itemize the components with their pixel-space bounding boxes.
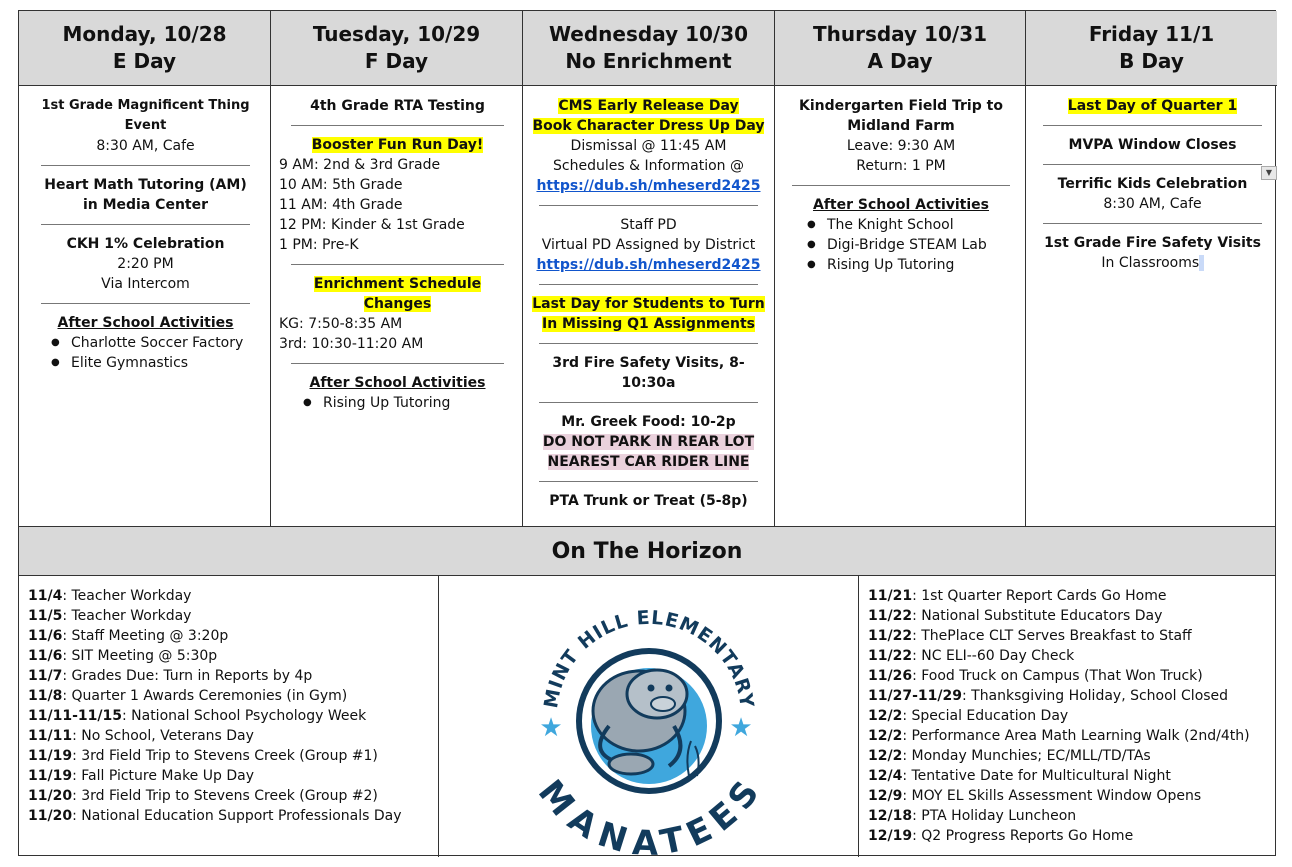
day-sub: E Day [112,49,177,73]
event-title: Heart Math Tutoring (AM) [44,177,247,193]
day-cell-friday [1026,85,1277,526]
list-item: ● The Knight School [811,215,1019,235]
list-item: 11/26: Food Truck on Campus (That Won Truck) [868,668,1203,684]
booster-item: 9 AM: 2nd & 3rd Grade [279,157,441,173]
list-item: ● Elite Gymnastics [55,353,264,373]
event-detail: 8:30 AM, Cafe [1103,196,1202,212]
list-item: 12/18: PTA Holiday Luncheon [868,808,1077,824]
day-title: Thursday 10/31 [812,22,988,46]
after-school-heading: After School Activities [812,197,990,213]
day-sub: B Day [1119,49,1184,73]
list-item: 11/20: National Education Support Professionals Day [28,808,402,824]
after-school-heading: After School Activities [57,315,234,331]
list-item: 11/20: 3rd Field Trip to Stevens Creek (Group #2) [28,788,378,804]
divider [291,363,504,364]
event-title: Mr. Greek Food: 10-2p [561,414,736,430]
event-detail: Leave: 9:30 AM [846,138,956,154]
event-title: Staff PD [620,217,677,233]
day-header-tuesday [271,11,523,85]
parking-warning: DO NOT PARK IN REAR LOT [542,434,755,450]
weekly-calendar-table [18,10,1276,856]
horizon-header [19,526,1275,576]
after-school-list [279,393,516,413]
event-title: 1st Grade Fire Safety Visits [1044,235,1261,251]
cell-dropdown-button[interactable] [1261,166,1277,180]
day-sub: F Day [364,49,429,73]
list-item: 11/7: Grades Due: Turn in Reports by 4p [28,668,313,684]
divider [1043,164,1261,165]
after-school-list [27,333,264,373]
day-title: Wednesday 10/30 [548,22,749,46]
event-title: CKH 1% Celebration [66,236,225,252]
after-school-heading: After School Activities [309,375,486,391]
day-cell-wednesday [523,85,775,526]
list-item: ● Digi-Bridge STEAM Lab [811,235,1019,255]
after-school-list [783,215,1019,275]
event-detail: Return: 1 PM [856,158,946,174]
manatee-snout [651,697,675,711]
event-title: Terrific Kids Celebration [1057,176,1248,192]
event-title: 4th Grade RTA Testing [310,98,485,114]
booster-item: 11 AM: 4th Grade [279,197,403,213]
horizon-list-left [19,576,439,857]
list-item: 12/19: Q2 Progress Reports Go Home [868,828,1134,844]
divider [291,125,504,126]
event-title: Kindergarten Field Trip to [799,98,1003,114]
list-item: 11/4: Teacher Workday [28,588,192,604]
divider [291,264,504,265]
event-detail: Via Intercom [101,276,190,292]
event-title-highlighted: Booster Fun Run Day! [311,137,484,153]
parking-warning: NEAREST CAR RIDER LINE [547,454,750,470]
divider [1043,223,1261,224]
divider [539,284,759,285]
event-title: in Media Center [82,197,209,213]
manatee-eye [648,685,655,692]
horizon-list-right [859,576,1277,857]
manatee-eye [666,685,673,692]
star-icon: ★ [539,713,563,743]
day-header-friday [1026,11,1277,85]
divider [41,224,250,225]
school-logo-cell [439,576,859,857]
divider [1043,125,1261,126]
event-detail: 2:20 PM [117,256,174,272]
divider [539,402,759,403]
pd-link[interactable]: https://dub.sh/mheserd2425 [536,257,761,273]
day-cell-thursday [775,85,1026,526]
event-detail: In Classrooms [1101,255,1200,271]
divider [539,481,759,482]
chevron-down-icon: ▼ [1265,168,1273,177]
day-header-wednesday [523,11,775,85]
enrichment-item: KG: 7:50-8:35 AM [279,316,403,332]
divider [41,165,250,166]
event-title-highlighted: CMS Early Release Day [558,98,739,114]
event-title-highlighted: Last Day for Students to Turn [532,296,765,312]
day-title: Friday 11/1 [1088,22,1215,46]
event-title: Midland Farm [847,118,955,134]
event-title-highlighted: Enrichment Schedule Changes [313,276,482,312]
list-item: 11/8: Quarter 1 Awards Ceremonies (in Gym) [28,688,348,704]
event-detail: Schedules & Information @ [553,158,744,174]
list-item: 12/2: Special Education Day [868,708,1069,724]
event-detail: Dismissal @ 11:45 AM [570,138,727,154]
booster-item: 12 PM: Kinder & 1st Grade [279,217,465,233]
event-detail: 8:30 AM, Cafe [96,138,195,154]
list-item: 11/19: Fall Picture Make Up Day [28,768,254,784]
divider [41,303,250,304]
list-item: 11/27-11/29: Thanksgiving Holiday, School Closed [868,688,1229,704]
event-title-highlighted: Book Character Dress Up Day [532,118,765,134]
list-item: 11/19: 3rd Field Trip to Stevens Creek (Group #1) [28,748,378,764]
list-item: ● Rising Up Tutoring [307,393,516,413]
event-title: PTA Trunk or Treat (5-8p) [549,493,748,509]
list-item: 12/2: Performance Area Math Learning Walk (2nd/4th) [868,728,1250,744]
list-item: 12/4: Tentative Date for Multicultural Night [868,768,1171,784]
day-title: Tuesday, 10/29 [312,22,481,46]
event-title-highlighted: Last Day of Quarter 1 [1067,98,1238,114]
manatee-tail [609,754,653,774]
day-cell-tuesday [271,85,523,526]
list-item: 11/22: National Substitute Educators Day [868,608,1163,624]
list-item: 11/6: SIT Meeting @ 5:30p [28,648,218,664]
logo-top-text: MINT HILL ELEMENTARY [540,606,758,710]
divider [539,343,759,344]
booster-item: 1 PM: Pre-K [279,237,359,253]
list-item: 11/11-11/15: National School Psychology Week [28,708,367,724]
event-title-highlighted: In Missing Q1 Assignments [542,316,755,332]
divider [539,205,759,206]
divider [792,185,1009,186]
list-item: ● Charlotte Soccer Factory [55,333,264,353]
enrichment-item: 3rd: 10:30-11:20 AM [279,336,424,352]
day-sub: No Enrichment [565,49,732,73]
day-header-thursday [775,11,1026,85]
list-item: 11/5: Teacher Workday [28,608,192,624]
list-item: 12/2: Monday Munchies; EC/MLL/TD/TAs [868,748,1151,764]
section-title: On The Horizon [551,538,743,564]
list-item: 12/9: MOY EL Skills Assessment Window Opens [868,788,1202,804]
day-cell-monday [19,85,271,526]
day-sub: A Day [867,49,933,73]
event-title: 3rd Fire Safety Visits, 8-10:30a [552,355,745,391]
event-detail: Virtual PD Assigned by District [541,237,756,253]
event-title: MVPA Window Closes [1068,137,1237,153]
schedule-link[interactable]: https://dub.sh/mheserd2425 [536,178,761,194]
list-item: 11/11: No School, Veterans Day [28,728,254,744]
list-item: 11/22: ThePlace CLT Serves Breakfast to Staff [868,628,1192,644]
booster-item: 10 AM: 5th Grade [279,177,403,193]
star-icon: ★ [729,713,753,743]
day-header-monday [19,11,271,85]
list-item: 11/22: NC ELI--60 Day Check [868,648,1075,664]
day-title: Monday, 10/28 [62,22,227,46]
list-item: 11/6: Staff Meeting @ 3:20p [28,628,229,644]
event-title: 1st Grade Magnificent Thing Event [41,98,250,133]
list-item: 11/21: 1st Quarter Report Cards Go Home [868,588,1167,604]
logo-bottom-text: MANATEES [530,772,769,857]
list-item: ● Rising Up Tutoring [811,255,1019,275]
manatee-logo [439,576,859,857]
